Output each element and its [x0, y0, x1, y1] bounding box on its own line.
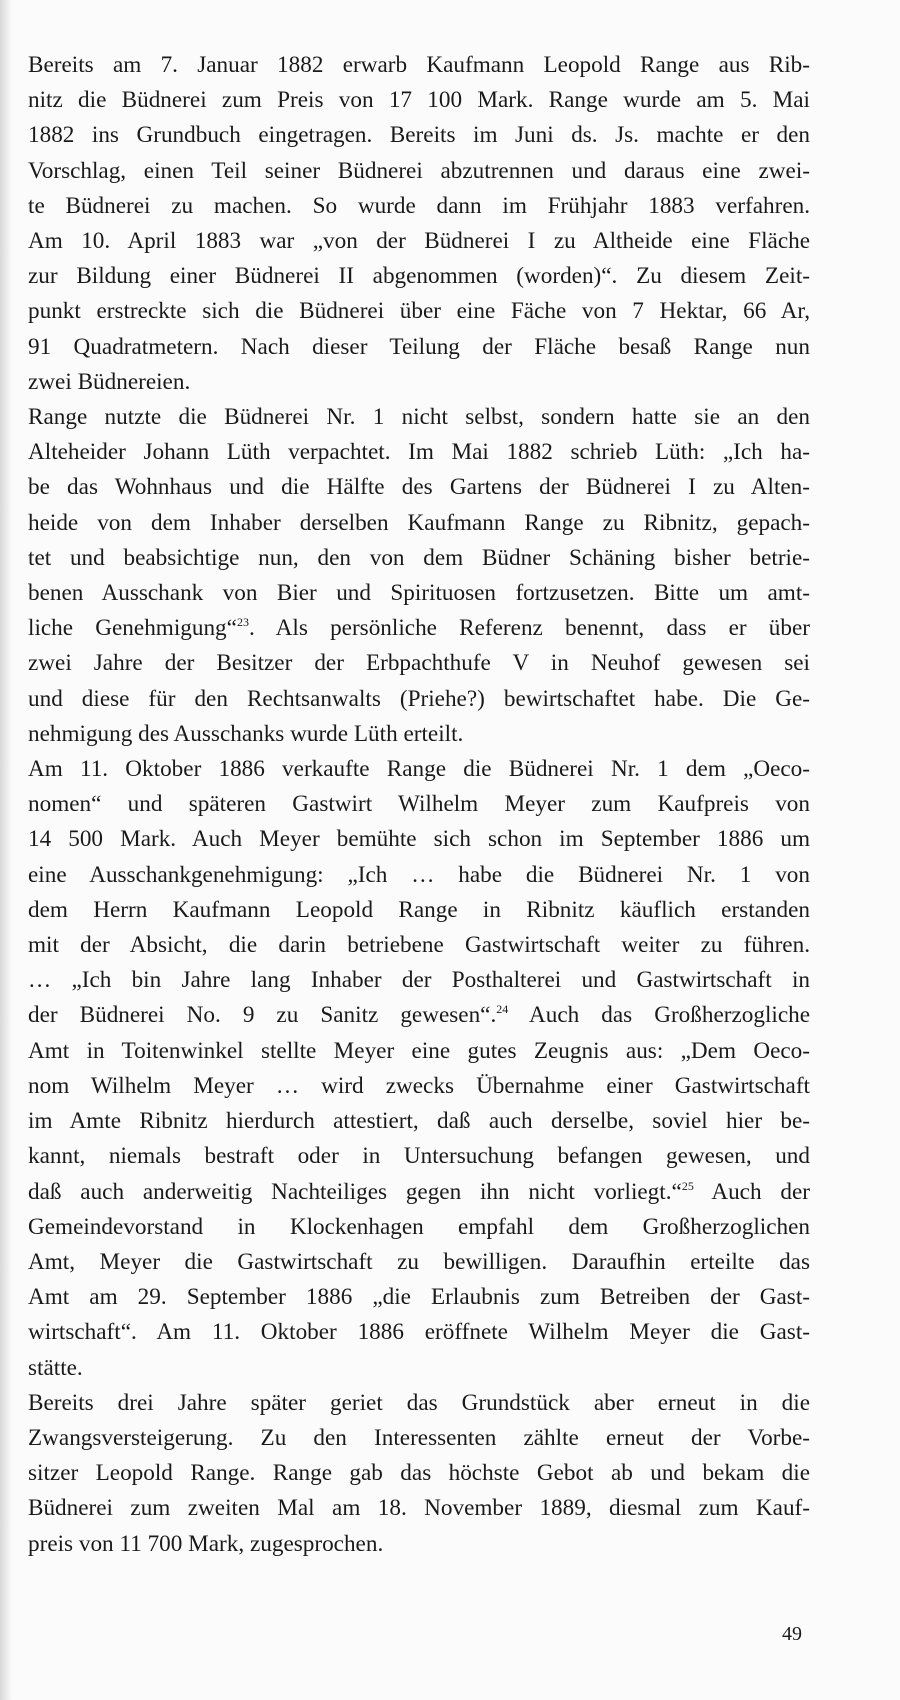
body-text — [28, 48, 810, 1562]
text-line: preis von 11 700 Mark, zugesprochen. — [28, 1530, 384, 1557]
text-line: Bereits drei Jahre später geriet das Grundstück aber erneut in die — [28, 1389, 810, 1416]
text-line: wirtschaft“. Am 11. Oktober 1886 eröffnete Wilhelm Meyer die Gast- — [28, 1319, 810, 1346]
footnote-ref-23: 23 — [236, 615, 249, 630]
text-line: … „Ich bin Jahre lang Inhaber der Posthalterei und Gastwirtschaft in — [28, 967, 810, 994]
paragraph-1 — [28, 48, 810, 400]
text-line: nom Wilhelm Meyer … wird zwecks Übernahme einer Gastwirtschaft — [28, 1072, 810, 1099]
text-segment: Auch das Großherzogliche — [508, 1002, 810, 1029]
text-line: sitzer Leopold Range. Range gab das höchste Gebot ab und bekam die — [28, 1460, 810, 1487]
text-line: nomen“ und späteren Gastwirt Wilhelm Meyer zum Kaufpreis von — [28, 791, 810, 818]
text-line: nehmigung des Ausschanks wurde Lüth erteilt. — [28, 720, 464, 747]
text-line: Bereits am 7. Januar 1882 erwarb Kaufmann Leopold Range aus Rib- — [28, 52, 810, 78]
text-line: tet und beabsichtige nun, den von dem Büdner Schäning bisher betrie- — [28, 544, 810, 571]
text-line: 1882 ins Grundbuch eingetragen. Bereits im Juni ds. Js. machte er den — [28, 122, 810, 149]
text-line: Alteheider Johann Lüth verpachtet. Im Mai 1882 schrieb Lüth: „Ich ha- — [28, 439, 810, 466]
text-line: kannt, niemals bestraft oder in Untersuchung befangen gewesen, und — [28, 1143, 810, 1170]
text-line: eine Ausschankgenehmigung: „Ich … habe die Büdnerei Nr. 1 von — [28, 861, 810, 888]
text-line: be das Wohnhaus und die Hälfte des Gartens der Büdnerei I zu Alten- — [28, 474, 810, 501]
text-segment: der Büdnerei No. 9 zu Sanitz gewesen“. — [28, 1002, 497, 1029]
paragraph-4 — [28, 1386, 810, 1562]
text-line: stätte. — [28, 1354, 83, 1381]
text-segment: liche Genehmigung“ — [28, 615, 237, 642]
text-line: nitz die Büdnerei zum Preis von 17 100 Mark. Range wurde am 5. Mai — [28, 87, 810, 114]
text-line: Zwangsversteigerung. Zu den Interessenten zählte erneut der Vorbe- — [28, 1424, 810, 1451]
text-line: dem Herrn Kaufmann Leopold Range in Ribnitz käuflich erstanden — [28, 896, 810, 923]
text-line: zwei Büdnereien. — [28, 368, 191, 395]
text-segment: Auch der — [693, 1178, 810, 1205]
page-number: 49 — [782, 1623, 802, 1645]
text-line: punkt erstreckte sich die Büdnerei über eine Fäche von 7 Hektar, 66 Ar, — [28, 298, 810, 325]
text-line: Amt, Meyer die Gastwirtschaft zu bewilligen. Daraufhin erteilte das — [28, 1248, 810, 1275]
text-line: Amt in Toitenwinkel stellte Meyer eine gutes Zeugnis aus: „Dem Oeco- — [28, 1037, 810, 1064]
text-line: zur Bildung einer Büdnerei II abgenommen (worden)“. Zu diesem Zeit- — [28, 263, 810, 290]
page-gutter-shadow — [0, 0, 12, 1700]
text-line: Am 11. Oktober 1886 verkaufte Range die Büdnerei Nr. 1 dem „Oeco- — [28, 756, 810, 783]
paragraph-2 — [28, 400, 810, 752]
text-line: Range nutzte die Büdnerei Nr. 1 nicht selbst, sondern hatte sie an den — [28, 404, 810, 431]
text-line: 14 500 Mark. Auch Meyer bemühte sich schon im September 1886 um — [28, 826, 810, 853]
footnote-ref-25: 25 — [681, 1178, 694, 1193]
footnote-ref-24: 24 — [496, 1002, 509, 1017]
text-line: und diese für den Rechtsanwalts (Priehe?) bewirtschaftet habe. Die Ge- — [28, 685, 810, 712]
text-line-with-footnote — [28, 1175, 810, 1210]
text-line: Amt am 29. September 1886 „die Erlaubnis zum Betreiben der Gast- — [28, 1284, 810, 1311]
text-line: mit der Absicht, die darin betriebene Gastwirtschaft weiter zu führen. — [28, 932, 810, 959]
text-line: heide von dem Inhaber derselben Kaufmann Range zu Ribnitz, gepach- — [28, 509, 810, 536]
text-segment: . Als persönliche Referenz benennt, dass er über — [248, 615, 810, 642]
paragraph-3 — [28, 752, 810, 1386]
text-segment: daß auch anderweitig Nachteiliges gegen ihn nicht vorliegt.“ — [28, 1178, 682, 1205]
text-line: 91 Quadratmetern. Nach dieser Teilung der Fläche besaß Range nun — [28, 333, 810, 360]
text-line: Büdnerei zum zweiten Mal am 18. November 1889, diesmal zum Kauf- — [28, 1495, 810, 1522]
text-line: te Büdnerei zu machen. So wurde dann im Frühjahr 1883 verfahren. — [28, 192, 810, 219]
text-line-with-footnote — [28, 611, 810, 646]
text-line: benen Ausschank von Bier und Spirituosen fortzusetzen. Bitte um amt- — [28, 580, 810, 607]
text-line: Am 10. April 1883 war „von der Büdnerei I zu Altheide eine Fläche — [28, 228, 810, 255]
text-line: zwei Jahre der Besitzer der Erbpachthufe V in Neuhof gewesen sei — [28, 650, 810, 677]
text-line-with-footnote — [28, 998, 810, 1033]
text-line: Vorschlag, einen Teil seiner Büdnerei abzutrennen und daraus eine zwei- — [28, 157, 810, 184]
text-line: im Amte Ribnitz hierdurch attestiert, daß auch derselbe, soviel hier be- — [28, 1108, 810, 1135]
text-line: Gemeindevorstand in Klockenhagen empfahl dem Großherzoglichen — [28, 1213, 810, 1240]
